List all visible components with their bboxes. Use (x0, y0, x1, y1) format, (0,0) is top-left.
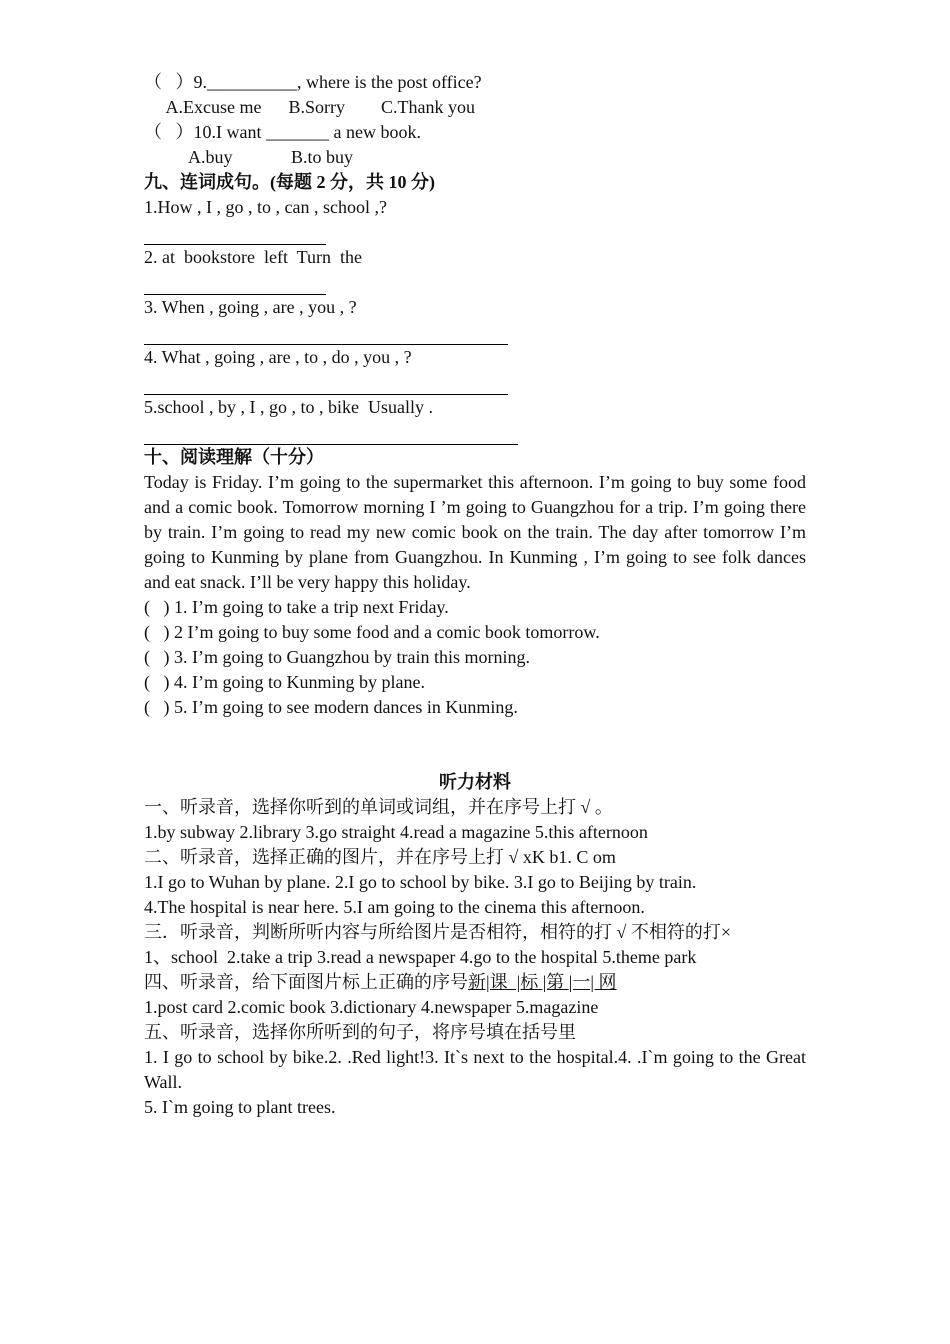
reorder-item-4: 4. What , going , are , to , do , you , ? (144, 347, 412, 367)
reading-question-5: ( ) 5. I’m going to see modern dances in Kunming. (144, 697, 518, 717)
listening-s2-body-1: 1.I go to Wuhan by plane. 2.I go to school by bike. 3.I go to Beijing by train. (144, 872, 697, 892)
section-9-title: 九、连词成句。(每题 2 分，共 10 分) (144, 172, 435, 192)
answer-line (144, 420, 518, 445)
listening-s5-body-2: 5. I`m going to plant trees. (144, 1097, 336, 1117)
listening-s5-title: 五、听录音，选择你所听到的句子，将序号填在括号里 (144, 1022, 576, 1042)
answer-line (144, 370, 508, 395)
listening-s5-body-1: 1. I go to school by bike.2. .Red light!3. It`s next to the hospital.4. .I`m going to the Great Wall. (144, 1047, 806, 1092)
listening-s4-title: 四、听录音，给下面图片标上正确的序号 (144, 972, 468, 992)
watermark-text: 新|课 |标 |第 |一| 网 (468, 972, 617, 992)
question-9: （ ）9.__________, where is the post office? (144, 72, 482, 92)
question-10: （ ）10.I want _______ a new book. (144, 122, 421, 142)
section-10-title: 十、阅读理解（十分） (144, 447, 324, 467)
listening-s2-body-2: 4.The hospital is near here. 5.I am going to the cinema this afternoon. (144, 897, 645, 917)
listening-s3-body: 1、school 2.take a trip 3.read a newspaper 4.go to the hospital 5.theme park (144, 947, 697, 967)
answer-line (144, 220, 326, 245)
reorder-item-1: 1.How , I , go , to , can , school ,? (144, 197, 387, 217)
answer-line (144, 320, 508, 345)
listening-s1-title: 一、听录音，选择你听到的单词或词组，并在序号上打 √ 。 (144, 797, 613, 817)
listening-s2-title: 二、听录音，选择正确的图片，并在序号上打 √ xK b1. C om (144, 847, 616, 867)
question-10-options: A.buy B.to buy (144, 147, 354, 167)
listening-s4-title-row (144, 970, 806, 995)
reorder-item-5: 5.school , by , I , go , to , bike Usually . (144, 397, 433, 417)
worksheet-page (144, 70, 806, 1120)
reading-passage: Today is Friday. I’m going to the supermarket this afternoon. I’m going to buy some food and a comic book. Tomorrow morning I ’m going to Guangzhou for a trip. I’m going there by train. I’m going to read my new comic book on the train. The day after tomorrow I’m going to Kunming by plane from Guangzhou. In Kunming , I’m going to see folk dances and eat snack. I’ll be very happy this holiday. (144, 472, 806, 592)
spacer (144, 720, 806, 770)
listening-s1-body: 1.by subway 2.library 3.go straight 4.read a magazine 5.this afternoon (144, 822, 648, 842)
answer-line (144, 270, 326, 295)
reading-question-2: ( ) 2 I’m going to buy some food and a comic book tomorrow. (144, 622, 600, 642)
reorder-item-3: 3. When , going , are , you , ? (144, 297, 357, 317)
listening-s3-title: 三．听录音，判断所听内容与所给图片是否相符，相符的打 √ 不相符的打× (144, 922, 732, 942)
listening-title: 听力材料 (439, 772, 511, 792)
listening-s4-body: 1.post card 2.comic book 3.dictionary 4.newspaper 5.magazine (144, 997, 599, 1017)
reading-question-3: ( ) 3. I’m going to Guangzhou by train this morning. (144, 647, 530, 667)
reading-question-4: ( ) 4. I’m going to Kunming by plane. (144, 672, 425, 692)
question-9-options: A.Excuse me B.Sorry C.Thank you (144, 97, 475, 117)
reading-question-1: ( ) 1. I’m going to take a trip next Friday. (144, 597, 449, 617)
reorder-item-2: 2. at bookstore left Turn the (144, 247, 362, 267)
